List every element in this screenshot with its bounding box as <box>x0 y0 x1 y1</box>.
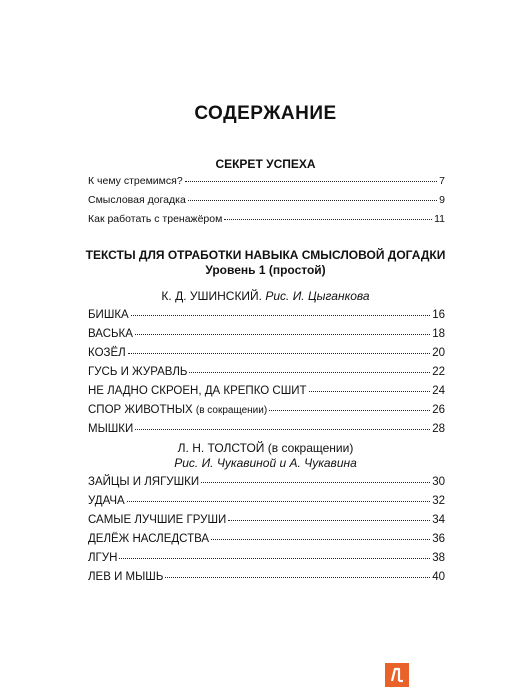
entry-label: САМЫЕ ЛУЧШИЕ ГРУШИ <box>88 514 227 526</box>
toc-entry[interactable] <box>88 309 445 328</box>
toc-list-section1 <box>88 175 445 232</box>
entry-page: 20 <box>432 347 445 359</box>
entry-page: 9 <box>439 194 445 206</box>
toc-entry[interactable] <box>88 514 445 533</box>
toc-entry[interactable] <box>88 476 445 495</box>
leader-dots <box>228 520 430 521</box>
entry-label: К чему стремимся? <box>88 175 183 187</box>
entry-label: ЗАЙЦЫ И ЛЯГУШКИ <box>88 476 200 488</box>
entry-title: СПОР ЖИВОТНЫХ <box>88 404 193 416</box>
author-line-tolstoy: Л. Н. ТОЛСТОЙ (в сокращении) <box>177 441 354 455</box>
leader-dots <box>309 391 431 392</box>
leader-dots <box>128 353 431 354</box>
leader-dots <box>188 200 437 201</box>
entry-label: ГУСЬ И ЖУРАВЛЬ <box>88 366 188 378</box>
toc-list-ushinsky <box>88 309 445 442</box>
leader-dots <box>189 372 430 373</box>
entry-label: ВАСЬКА <box>88 328 133 340</box>
toc-entry[interactable] <box>88 385 445 404</box>
level-heading: Уровень 1 (простой) <box>205 263 326 277</box>
entry-page: 30 <box>432 476 445 488</box>
toc-entry[interactable] <box>88 533 445 552</box>
toc-entry[interactable] <box>88 404 445 423</box>
leader-dots <box>127 501 431 502</box>
leader-dots <box>185 181 437 182</box>
toc-list-tolstoy <box>88 476 445 590</box>
toc-entry[interactable] <box>88 347 445 366</box>
author-name: К. Д. УШИНСКИЙ. <box>161 289 263 303</box>
entry-page: 34 <box>432 514 445 526</box>
entry-page: 36 <box>432 533 445 545</box>
leader-dots <box>224 219 432 220</box>
toc-entry[interactable] <box>88 495 445 514</box>
entry-label: БИШКА <box>88 309 129 321</box>
entry-label: МЫШКИ <box>88 423 134 435</box>
entry-label: ЛГУН <box>88 552 118 564</box>
leader-dots <box>119 558 430 559</box>
leader-dots <box>211 539 430 540</box>
entry-label: КОЗЁЛ <box>88 347 126 359</box>
entry-page: 28 <box>432 423 445 435</box>
entry-page: 26 <box>432 404 445 416</box>
entry-page: 40 <box>432 571 445 583</box>
leader-dots <box>201 482 430 483</box>
leader-dots <box>269 410 430 411</box>
illustrator-name: Рис. И. Цыганкова <box>265 289 370 303</box>
entry-label: НЕ ЛАДНО СКРОЕН, ДА КРЕПКО СШИТ <box>88 385 307 397</box>
entry-page: 11 <box>434 213 445 225</box>
entry-page: 18 <box>432 328 445 340</box>
entry-label: ЛЕВ И МЫШЬ <box>88 571 164 583</box>
leader-dots <box>165 577 430 578</box>
section-heading-secret: СЕКРЕТ УСПЕХА <box>215 157 316 171</box>
leader-dots <box>131 315 430 316</box>
publisher-logo-icon <box>385 663 409 687</box>
toc-entry[interactable] <box>88 175 445 194</box>
entry-page: 24 <box>432 385 445 397</box>
toc-entry[interactable] <box>88 366 445 385</box>
author-line-ushinsky <box>0 289 531 303</box>
entry-label: УДАЧА <box>88 495 125 507</box>
entry-label: Как работать с тренажёром <box>88 213 223 225</box>
toc-entry[interactable] <box>88 571 445 590</box>
entry-page: 7 <box>439 175 445 187</box>
entry-label <box>88 404 267 416</box>
section-heading-texts: ТЕКСТЫ ДЛЯ ОТРАБОТКИ НАВЫКА СМЫСЛОВОЙ ДОГАДКИ <box>85 248 446 262</box>
entry-page: 22 <box>432 366 445 378</box>
entry-label: Смысловая догадка <box>88 194 186 206</box>
toc-entry[interactable] <box>88 328 445 347</box>
entry-page: 16 <box>432 309 445 321</box>
publisher-logo <box>385 663 409 687</box>
toc-entry[interactable] <box>88 552 445 571</box>
toc-entry[interactable] <box>88 213 445 232</box>
illustrator-line-tolstoy: Рис. И. Чукавиной и А. Чукавина <box>174 456 357 470</box>
toc-entry[interactable] <box>88 194 445 213</box>
leader-dots <box>135 334 430 335</box>
entry-page: 32 <box>432 495 445 507</box>
toc-entry[interactable] <box>88 423 445 442</box>
page-title: СОДЕРЖАНИЕ <box>194 103 337 124</box>
entry-page: 38 <box>432 552 445 564</box>
leader-dots <box>135 429 430 430</box>
entry-note: (в сокращении) <box>195 405 268 416</box>
entry-label: ДЕЛЁЖ НАСЛЕДСТВА <box>88 533 210 545</box>
